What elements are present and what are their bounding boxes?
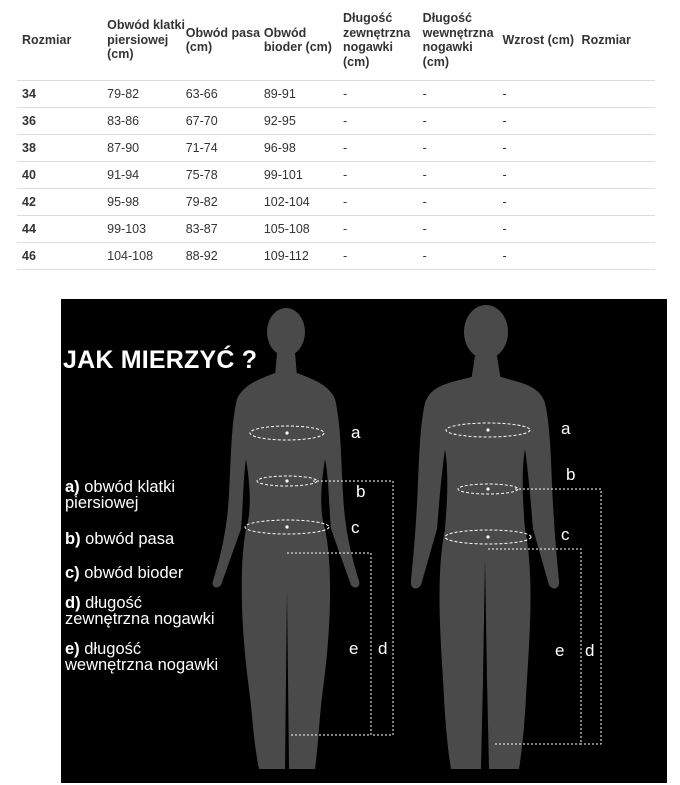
cell-size: 36 bbox=[17, 108, 107, 135]
cell-waist: 63-66 bbox=[186, 81, 264, 108]
header-size-2: Rozmiar bbox=[582, 0, 655, 81]
table-row bbox=[17, 189, 655, 216]
marker-d-male: d bbox=[585, 641, 595, 660]
header-outer-leg: Długość zewnętrzna nogawki (cm) bbox=[343, 0, 423, 81]
marker-e-female: e bbox=[349, 639, 359, 658]
cell-hips: 102-104 bbox=[264, 189, 343, 216]
cell-height: - bbox=[502, 216, 581, 243]
cell-height: - bbox=[502, 189, 581, 216]
cell-size: 44 bbox=[17, 216, 107, 243]
cell-chest: 91-94 bbox=[107, 162, 186, 189]
cell-waist: 79-82 bbox=[186, 189, 264, 216]
marker-c-female: c bbox=[351, 518, 360, 537]
cell-hips: 99-101 bbox=[264, 162, 343, 189]
cell-hips: 92-95 bbox=[264, 108, 343, 135]
legend-item-waist: b) obwód pasa bbox=[65, 530, 175, 548]
cell-chest: 95-98 bbox=[107, 189, 186, 216]
marker-e-male: e bbox=[555, 641, 565, 660]
cell-hips: 89-91 bbox=[264, 81, 343, 108]
cell-size2 bbox=[582, 81, 655, 108]
cell-outer: - bbox=[343, 189, 423, 216]
cell-outer: - bbox=[343, 216, 423, 243]
marker-a-female: a bbox=[351, 423, 361, 442]
cell-size2 bbox=[582, 162, 655, 189]
cell-hips: 96-98 bbox=[264, 135, 343, 162]
table-row bbox=[17, 162, 655, 189]
cell-size2 bbox=[582, 135, 655, 162]
cell-size2 bbox=[582, 243, 655, 270]
header-hips: Obwód bioder (cm) bbox=[264, 0, 343, 81]
cell-hips: 105-108 bbox=[264, 216, 343, 243]
marker-b-female: b bbox=[356, 482, 366, 501]
cell-inner: - bbox=[423, 135, 503, 162]
table-row bbox=[17, 108, 655, 135]
table-row bbox=[17, 135, 655, 162]
measurement-guide bbox=[61, 299, 667, 783]
cell-size: 42 bbox=[17, 189, 107, 216]
cell-chest: 104-108 bbox=[107, 243, 186, 270]
marker-c-male: c bbox=[561, 525, 570, 544]
cell-inner: - bbox=[423, 108, 503, 135]
cell-outer: - bbox=[343, 108, 423, 135]
cell-inner: - bbox=[423, 189, 503, 216]
header-inner-leg: Długość wewnętrzna nogawki (cm) bbox=[423, 0, 503, 81]
cell-chest: 83-86 bbox=[107, 108, 186, 135]
female-silhouette bbox=[213, 308, 360, 769]
header-size: Rozmiar bbox=[17, 0, 107, 81]
table-row bbox=[17, 81, 655, 108]
header-height: Wzrost (cm) bbox=[502, 0, 581, 81]
cell-height: - bbox=[502, 135, 581, 162]
cell-size: 46 bbox=[17, 243, 107, 270]
cell-chest: 87-90 bbox=[107, 135, 186, 162]
cell-inner: - bbox=[423, 81, 503, 108]
cell-inner: - bbox=[423, 162, 503, 189]
cell-size2 bbox=[582, 216, 655, 243]
cell-waist: 88-92 bbox=[186, 243, 264, 270]
header-chest: Obwód klatki piersiowej (cm) bbox=[107, 0, 186, 81]
legend-item-inner-leg: e) długość wewnętrzna nogawki bbox=[65, 640, 219, 674]
table-row bbox=[17, 216, 655, 243]
marker-d-female: d bbox=[378, 639, 388, 658]
cell-waist: 75-78 bbox=[186, 162, 264, 189]
cell-waist: 67-70 bbox=[186, 108, 264, 135]
cell-size: 38 bbox=[17, 135, 107, 162]
size-table bbox=[17, 0, 655, 270]
male-silhouette bbox=[411, 305, 559, 769]
cell-height: - bbox=[502, 108, 581, 135]
cell-height: - bbox=[502, 162, 581, 189]
cell-height: - bbox=[502, 81, 581, 108]
cell-outer: - bbox=[343, 81, 423, 108]
cell-inner: - bbox=[423, 243, 503, 270]
cell-chest: 99-103 bbox=[107, 216, 186, 243]
table-header-row bbox=[17, 0, 655, 81]
legend-item-chest: a) obwód klatki piersiowej bbox=[65, 478, 176, 512]
marker-b-male: b bbox=[566, 465, 576, 484]
cell-outer: - bbox=[343, 162, 423, 189]
cell-height: - bbox=[502, 243, 581, 270]
marker-a-male: a bbox=[561, 419, 571, 438]
table-body bbox=[17, 81, 655, 270]
cell-outer: - bbox=[343, 135, 423, 162]
cell-size2 bbox=[582, 108, 655, 135]
header-waist: Obwód pasa (cm) bbox=[186, 0, 264, 81]
cell-inner: - bbox=[423, 216, 503, 243]
cell-waist: 83-87 bbox=[186, 216, 264, 243]
cell-waist: 71-74 bbox=[186, 135, 264, 162]
cell-chest: 79-82 bbox=[107, 81, 186, 108]
cell-size: 40 bbox=[17, 162, 107, 189]
legend-item-hips: c) obwód bioder bbox=[65, 564, 184, 582]
cell-size: 34 bbox=[17, 81, 107, 108]
cell-size2 bbox=[582, 189, 655, 216]
table-row bbox=[17, 243, 655, 270]
legend-item-outer-leg: d) długość zewnętrzna nogawki bbox=[65, 594, 215, 628]
cell-hips: 109-112 bbox=[264, 243, 343, 270]
guide-title: JAK MIERZYĆ ? bbox=[63, 346, 258, 374]
cell-outer: - bbox=[343, 243, 423, 270]
